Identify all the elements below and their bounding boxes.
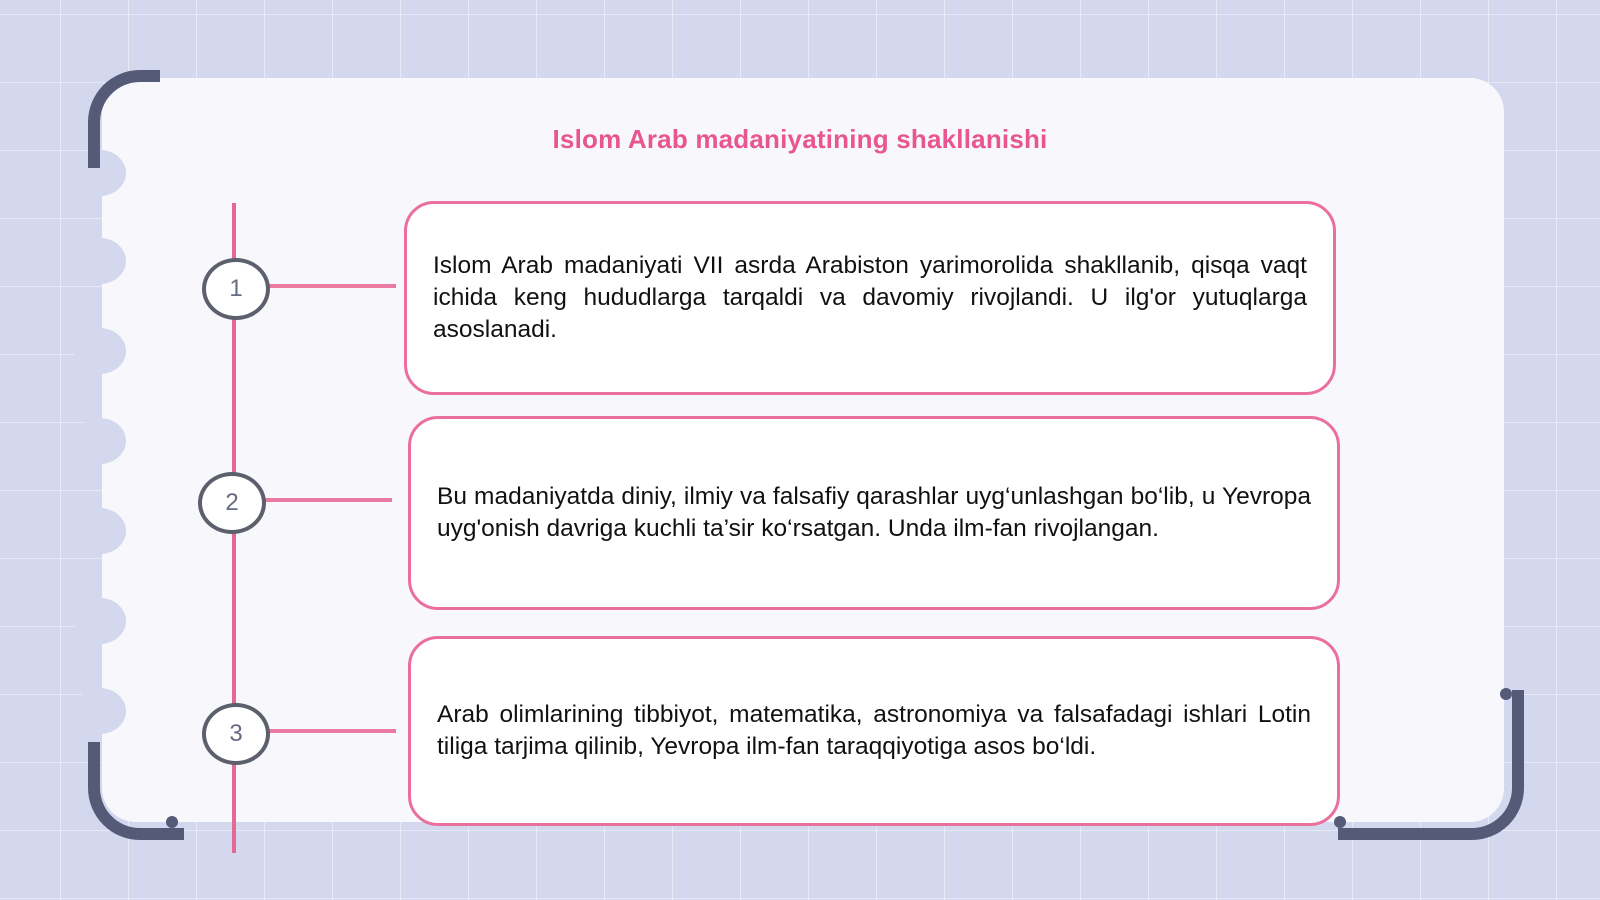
timeline-connector [262, 498, 392, 502]
slide-title: Islom Arab madaniyatining shakllanishi [552, 124, 1048, 154]
content-card [408, 636, 1340, 826]
content-card [404, 201, 1336, 395]
timeline-connector [266, 729, 396, 733]
card-text: Arab olimlarining tibbiyot, matematika, astronomiya va falsafadagi ishlari Lotin tiliga tarjima qilinib, Yevropa ilm-fan taraqqiyotiga asos bo‘ldi. [437, 701, 1311, 760]
frame-cap [166, 816, 178, 828]
step-number-badge: 3 [202, 703, 270, 765]
content-card [408, 416, 1340, 610]
step-number-badge: 2 [198, 472, 266, 534]
frame-cap [142, 70, 154, 82]
binder-hole [74, 328, 126, 374]
frame-cap [1334, 816, 1346, 828]
binder-hole [74, 598, 126, 644]
frame-corner-bottom-right [1338, 690, 1524, 840]
frame-cap [88, 742, 100, 754]
binder-hole [74, 508, 126, 554]
binder-hole [74, 418, 126, 464]
step-number-badge: 1 [202, 258, 270, 320]
frame-cap [1500, 688, 1512, 700]
timeline-connector [266, 284, 396, 288]
binder-hole [74, 238, 126, 284]
binder-hole [74, 688, 126, 734]
card-text: Bu madaniyatda diniy, ilmiy va falsafiy qarashlar uyg‘unlashgan bo‘lib, u Yevropa uyg'onish davriga kuchli ta’sir ko‘rsatgan. Unda ilm-fan rivojlangan. [437, 483, 1311, 542]
card-text: Islom Arab madaniyati VII asrda Arabiston yarimorolida shakllanib, qisqa vaqt ichida keng hududlarga tarqaldi va davomiy rivojlandi. U ilg'or yutuqlarga asoslanadi. [433, 252, 1307, 343]
